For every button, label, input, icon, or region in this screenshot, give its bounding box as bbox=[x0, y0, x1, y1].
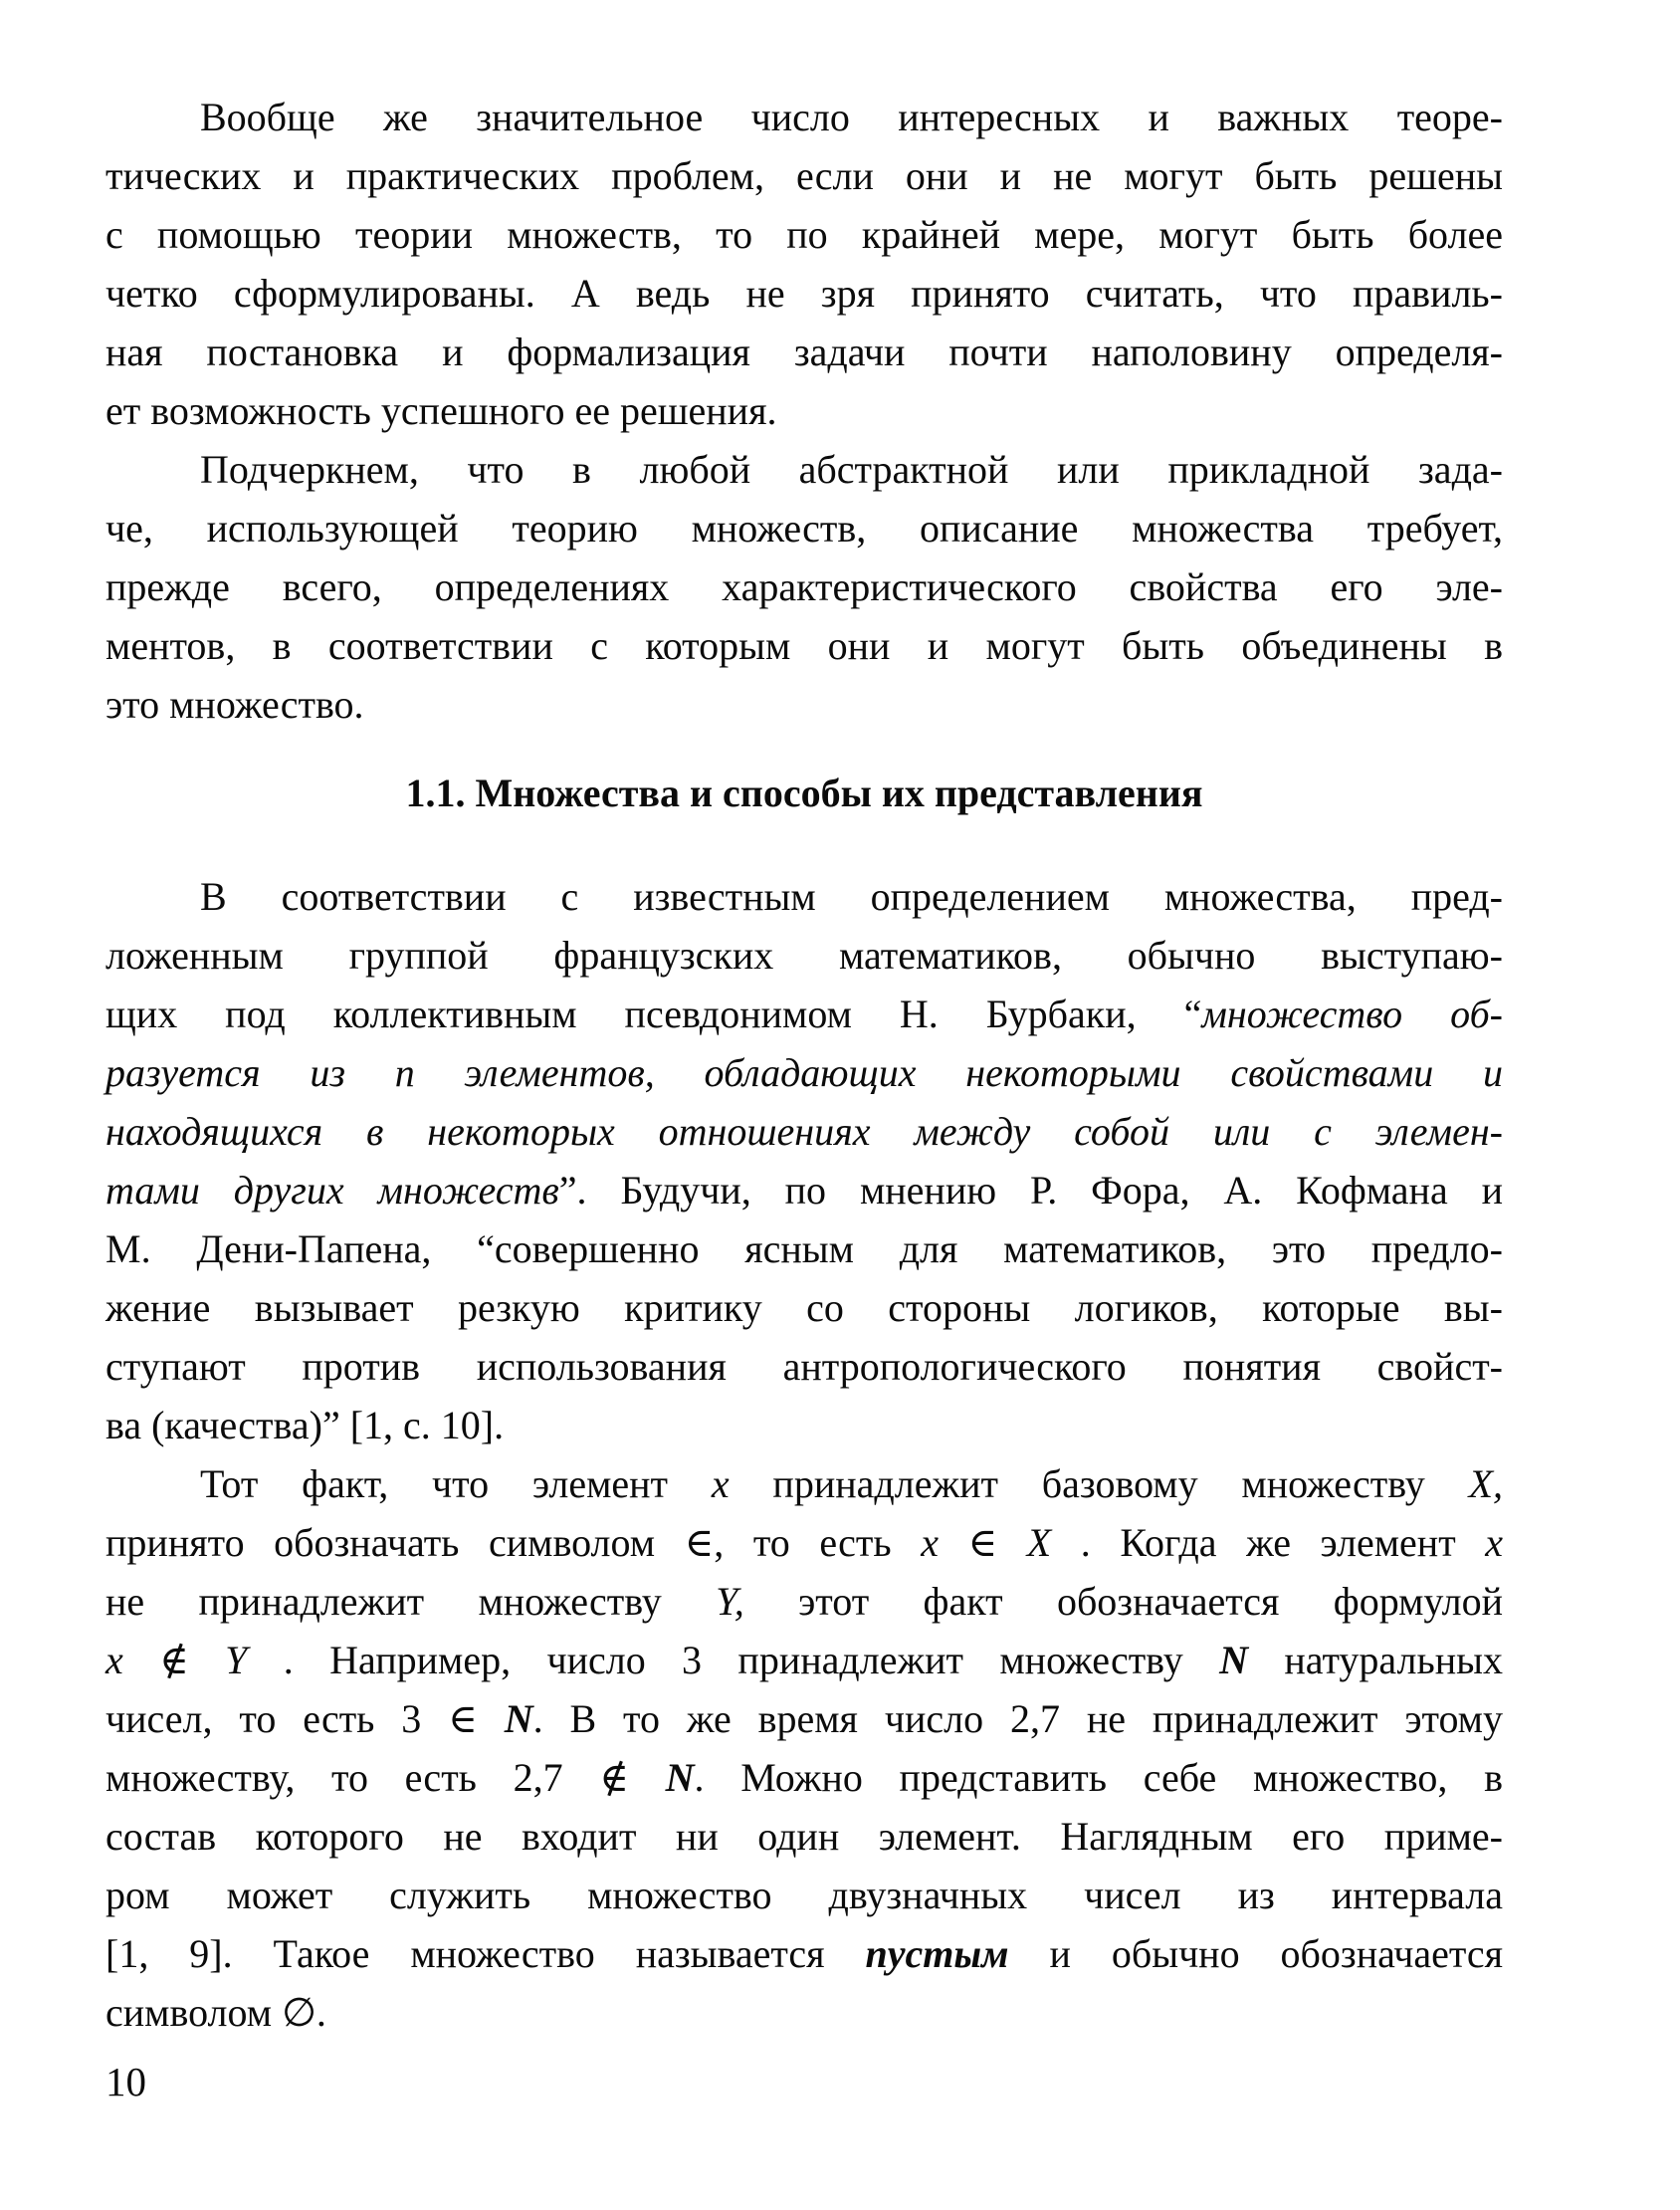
emphasized-text: находящихся в некоторых отношениях между собой или с элемен- bbox=[105, 1109, 1503, 1154]
emphasized-text: разуется из n элементов, обладающих некоторыми свойствами и bbox=[105, 1050, 1503, 1095]
emphasized-text: Y bbox=[225, 1638, 248, 1682]
body-text: с помощью теории множеств, то по крайней мере, могут быть более bbox=[105, 212, 1503, 257]
body-text: . Когда же элемент bbox=[1051, 1520, 1486, 1565]
text-line bbox=[105, 1454, 1503, 1513]
body-text: не принадлежит множеству bbox=[105, 1579, 717, 1624]
text-line bbox=[105, 264, 1503, 323]
body-text: ∈ bbox=[938, 1520, 1027, 1565]
text-line bbox=[105, 985, 1503, 1043]
text-line bbox=[105, 499, 1503, 557]
body-text: че, использующей теорию множеств, описание множества требует, bbox=[105, 506, 1503, 551]
body-text: ментов, в соответствии с которым они и могут быть объединены в bbox=[105, 623, 1503, 668]
emphasized-text: N bbox=[1219, 1638, 1248, 1682]
body-text: ет возможность успешного ее решения. bbox=[105, 388, 777, 433]
emphasized-text: N bbox=[665, 1755, 695, 1800]
page-body bbox=[105, 88, 1503, 2042]
body-text: ∉ bbox=[122, 1638, 226, 1682]
body-text: Тот факт, что элемент bbox=[200, 1461, 712, 1506]
text-line bbox=[105, 1748, 1503, 1807]
body-text: прежде всего, определениях характеристического свойства его эле- bbox=[105, 564, 1503, 609]
text-line bbox=[105, 205, 1503, 264]
text-line bbox=[105, 1513, 1503, 1572]
text-line bbox=[105, 1102, 1503, 1161]
body-text: натуральных bbox=[1247, 1638, 1503, 1682]
emphasized-text: x bbox=[105, 1638, 123, 1682]
text-line bbox=[105, 88, 1503, 146]
text-line bbox=[105, 1866, 1503, 1924]
text-line bbox=[105, 557, 1503, 616]
text-line bbox=[105, 1337, 1503, 1396]
body-text: состав которого не входит ни один элемент. Наглядным его приме- bbox=[105, 1814, 1503, 1859]
body-text: В соответствии с известным определением множества, пред- bbox=[200, 874, 1503, 919]
body-text: . Можно представить себе множество, в bbox=[694, 1755, 1504, 1800]
paragraph bbox=[105, 88, 1503, 440]
text-line bbox=[105, 1689, 1503, 1748]
emphasized-text: тами других множеств bbox=[105, 1168, 559, 1213]
text-line bbox=[105, 146, 1503, 205]
section-heading: 1.1. Множества и способы их представления bbox=[405, 771, 1203, 815]
body-text: множеству, то есть 2,7 ∉ bbox=[105, 1755, 666, 1800]
body-text: ная постановка и формализация задачи почти наполовину определя- bbox=[105, 330, 1503, 374]
text-line bbox=[105, 1043, 1503, 1102]
body-text: и обычно обозначается bbox=[1008, 1931, 1503, 1976]
text-line bbox=[105, 1983, 1503, 2042]
text-line bbox=[105, 867, 1503, 926]
body-text: ложенным группой французских математиков, обычно выступаю- bbox=[105, 933, 1503, 978]
body-text: . Например, число 3 принадлежит множеству bbox=[247, 1638, 1220, 1682]
body-text: жение вызывает резкую критику со стороны логиков, которые вы- bbox=[105, 1285, 1503, 1330]
body-text: ступают против использования антропологического понятия свойст- bbox=[105, 1344, 1503, 1389]
body-text: четко сформулированы. А ведь не зря принято считать, что правиль- bbox=[105, 271, 1503, 316]
body-text: . В то же время число 2,7 не принадлежит этому bbox=[532, 1696, 1503, 1741]
text-line bbox=[105, 1572, 1503, 1631]
body-text: это множество. bbox=[105, 682, 364, 727]
emphasized-text: множество об- bbox=[1201, 992, 1504, 1036]
text-line bbox=[105, 1161, 1503, 1219]
emphasized-text: x bbox=[711, 1461, 730, 1506]
text-line bbox=[105, 675, 1503, 734]
body-text: Вообще же значительное число интересных и важных теоре- bbox=[200, 95, 1503, 139]
emphasized-text: x bbox=[1485, 1520, 1504, 1565]
text-line bbox=[105, 926, 1503, 985]
emphasized-text: X, bbox=[1468, 1461, 1503, 1506]
body-text: М. Дени-Папена, “совершенно ясным для математиков, это предло- bbox=[105, 1226, 1503, 1271]
paragraph bbox=[105, 1454, 1503, 2042]
body-text: Подчеркнем, что в любой абстрактной или прикладной зада- bbox=[200, 447, 1503, 492]
paragraph bbox=[105, 867, 1503, 1454]
emphasized-text: N bbox=[504, 1696, 533, 1741]
body-text: принято обозначать символом ∈, то есть bbox=[105, 1520, 922, 1565]
body-text: чисел, то есть 3 ∈ bbox=[105, 1696, 505, 1741]
emphasized-text: пустым bbox=[865, 1931, 1009, 1976]
page-number: 10 bbox=[105, 2059, 146, 2104]
body-text: ром может служить множество двузначных чисел из интервала bbox=[105, 1873, 1503, 1917]
body-text: щих под коллективным псевдонимом Н. Бурбаки, “ bbox=[105, 992, 1202, 1036]
body-text: этот факт обозначается формулой bbox=[743, 1579, 1504, 1624]
text-line bbox=[105, 1631, 1503, 1689]
body-text: [1, 9]. Такое множество называется bbox=[105, 1931, 866, 1976]
text-line bbox=[105, 381, 1503, 440]
text-line bbox=[105, 616, 1503, 675]
text-line bbox=[105, 1219, 1503, 1278]
text-line bbox=[105, 1396, 1503, 1454]
body-text: ва (качества)” [1, с. 10]. bbox=[105, 1403, 505, 1447]
body-text: символом ∅. bbox=[105, 1990, 326, 2035]
emphasized-text: x bbox=[921, 1520, 939, 1565]
text-line bbox=[105, 1278, 1503, 1337]
emphasized-text: X bbox=[1026, 1520, 1052, 1565]
text-line bbox=[105, 1807, 1503, 1866]
text-line bbox=[105, 440, 1503, 499]
text-line bbox=[105, 323, 1503, 381]
body-text: принадлежит базовому множеству bbox=[729, 1461, 1469, 1506]
emphasized-text: Y, bbox=[716, 1579, 744, 1624]
body-text: тических и практических проблем, если они и не могут быть решены bbox=[105, 153, 1503, 198]
body-text: ”. Будучи, по мнению Р. Фора, А. Кофмана и bbox=[558, 1168, 1504, 1213]
paragraph bbox=[105, 440, 1503, 734]
text-line bbox=[105, 1924, 1503, 1983]
